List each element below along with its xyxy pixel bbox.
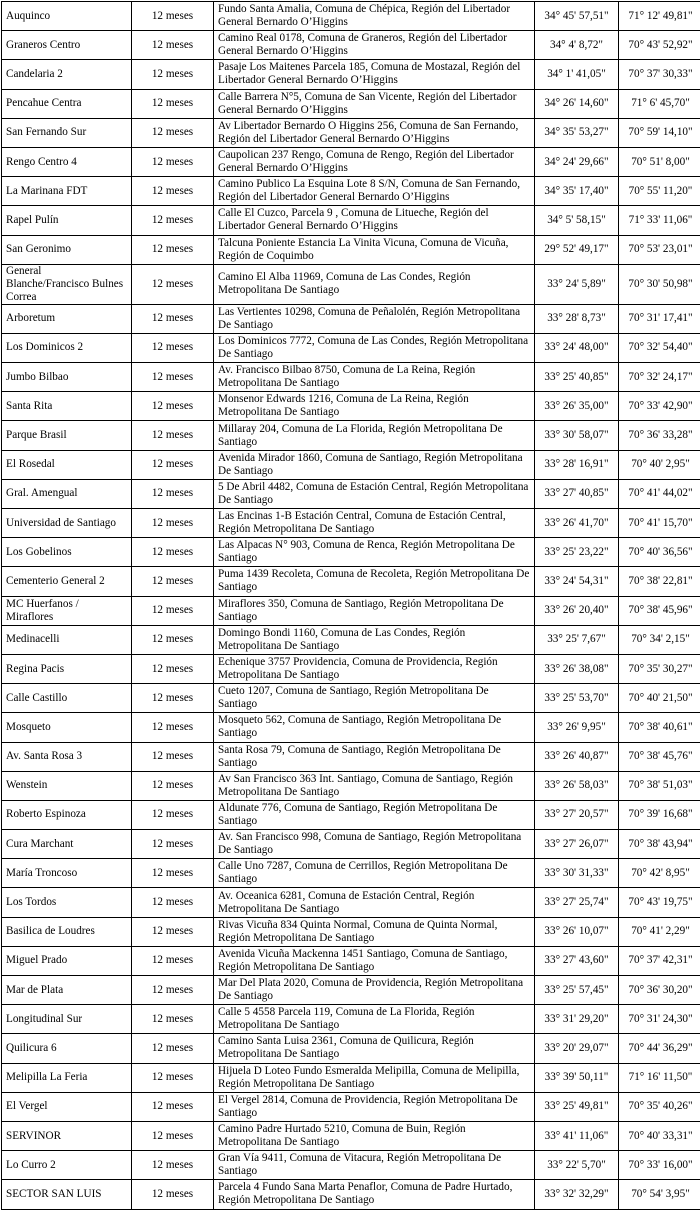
latitude-cell: 33° 26' 38,08" [535, 654, 619, 683]
site-name-cell: María Troncoso [2, 859, 132, 888]
longitude-cell: 70° 34' 2,15" [619, 625, 700, 654]
site-name-cell: Quilicura 6 [2, 1034, 132, 1063]
site-name-cell: El Rosedal [2, 450, 132, 479]
site-name-cell: Los Dominicos 2 [2, 333, 132, 362]
address-cell: Santa Rosa 79, Comuna de Santiago, Región Metropolitana De Santiago [214, 742, 535, 771]
term-cell: 12 meses [132, 60, 214, 89]
site-name-cell: Regina Pacis [2, 654, 132, 683]
address-cell: Calle 5 4558 Parcela 119, Comuna de La Florida, Región Metropolitana De Santiago [214, 1005, 535, 1034]
address-cell: El Vergel 2814, Comuna de Providencia, Región Metropolitana De Santiago [214, 1092, 535, 1121]
longitude-cell: 71° 16' 11,50" [619, 1063, 700, 1092]
longitude-cell: 70° 40' 33,31" [619, 1121, 700, 1150]
site-name-cell: Roberto Espinoza [2, 800, 132, 829]
latitude-cell: 33° 20' 29,07" [535, 1034, 619, 1063]
site-name-cell: Santa Rita [2, 392, 132, 421]
term-cell: 12 meses [132, 509, 214, 538]
address-cell: Fundo Santa Amalia, Comuna de Chépica, Región del Libertador General Bernardo O’Higgins [214, 2, 535, 31]
longitude-cell: 71° 12' 49,81" [619, 2, 700, 31]
table-row [2, 509, 700, 538]
term-cell: 12 meses [132, 450, 214, 479]
longitude-cell: 70° 32' 24,17" [619, 363, 700, 392]
longitude-cell: 70° 41' 2,29" [619, 917, 700, 946]
site-name-cell: Miguel Prado [2, 946, 132, 975]
longitude-cell: 70° 41' 15,70" [619, 509, 700, 538]
site-name-cell: Mar de Plata [2, 976, 132, 1005]
table-row [2, 713, 700, 742]
site-name-cell: Pencahue Centra [2, 89, 132, 118]
table-row [2, 800, 700, 829]
site-name-cell: El Vergel [2, 1092, 132, 1121]
table-row [2, 235, 700, 264]
term-cell: 12 meses [132, 625, 214, 654]
longitude-cell: 70° 33' 16,00" [619, 1151, 700, 1180]
latitude-cell: 33° 30' 58,07" [535, 421, 619, 450]
longitude-cell: 70° 32' 54,40" [619, 333, 700, 362]
latitude-cell: 34° 26' 14,60" [535, 89, 619, 118]
longitude-cell: 70° 43' 19,75" [619, 888, 700, 917]
address-cell: Camino Santa Luisa 2361, Comuna de Quilicura, Región Metropolitana De Santiago [214, 1034, 535, 1063]
table-row [2, 479, 700, 508]
latitude-cell: 33° 27' 25,74" [535, 888, 619, 917]
table-row [2, 1005, 700, 1034]
address-cell: Echenique 3757 Providencia, Comuna de Providencia, Región Metropolitana De Santiago [214, 654, 535, 683]
latitude-cell: 29° 52' 49,17" [535, 235, 619, 264]
address-cell: Las Vertientes 10298, Comuna de Peñalolén, Región Metropolitana De Santiago [214, 304, 535, 333]
longitude-cell: 70° 31' 17,41" [619, 304, 700, 333]
site-name-cell: Melipilla La Feria [2, 1063, 132, 1092]
table-row [2, 450, 700, 479]
address-cell: Camino Real 0178, Comuna de Graneros, Región del Libertador General Bernardo O’Higgins [214, 31, 535, 60]
longitude-cell: 71° 33' 11,06" [619, 206, 700, 235]
site-name-cell: Cementerio General 2 [2, 567, 132, 596]
term-cell: 12 meses [132, 1034, 214, 1063]
table-row [2, 421, 700, 450]
address-cell: Aldunate 776, Comuna de Santiago, Región Metropolitana De Santiago [214, 800, 535, 829]
term-cell: 12 meses [132, 421, 214, 450]
table-row [2, 177, 700, 206]
site-name-cell: Parque Brasil [2, 421, 132, 450]
table-row [2, 147, 700, 176]
sites-table-body [2, 2, 700, 1210]
latitude-cell: 33° 24' 48,00" [535, 333, 619, 362]
table-row [2, 742, 700, 771]
address-cell: Av. Francisco Bilbao 8750, Comuna de La Reina, Región Metropolitana De Santiago [214, 363, 535, 392]
term-cell: 12 meses [132, 1063, 214, 1092]
table-row [2, 31, 700, 60]
address-cell: Av. San Francisco 998, Comuna de Santiago, Región Metropolitana De Santiago [214, 830, 535, 859]
term-cell: 12 meses [132, 1151, 214, 1180]
latitude-cell: 33° 32' 32,29" [535, 1180, 619, 1209]
term-cell: 12 meses [132, 89, 214, 118]
table-row [2, 118, 700, 147]
longitude-cell: 70° 37' 42,31" [619, 946, 700, 975]
site-name-cell: Av. Santa Rosa 3 [2, 742, 132, 771]
latitude-cell: 34° 24' 29,66" [535, 147, 619, 176]
term-cell: 12 meses [132, 177, 214, 206]
longitude-cell: 70° 38' 45,76" [619, 742, 700, 771]
latitude-cell: 33° 31' 29,20" [535, 1005, 619, 1034]
address-cell: Calle El Cuzco, Parcela 9 , Comuna de Litueche, Región del Libertador General Bernardo O’Higgins [214, 206, 535, 235]
table-row [2, 567, 700, 596]
latitude-cell: 33° 28' 16,91" [535, 450, 619, 479]
site-name-cell: La Marinana FDT [2, 177, 132, 206]
longitude-cell: 70° 40' 36,56" [619, 538, 700, 567]
latitude-cell: 33° 25' 53,70" [535, 684, 619, 713]
latitude-cell: 33° 25' 23,22" [535, 538, 619, 567]
term-cell: 12 meses [132, 1005, 214, 1034]
latitude-cell: 33° 24' 54,31" [535, 567, 619, 596]
site-name-cell: SERVINOR [2, 1121, 132, 1150]
site-name-cell: Lo Curro 2 [2, 1151, 132, 1180]
latitude-cell: 33° 28' 8,73" [535, 304, 619, 333]
latitude-cell: 34° 45' 57,51" [535, 2, 619, 31]
longitude-cell: 70° 42' 8,95" [619, 859, 700, 888]
latitude-cell: 33° 26' 35,00" [535, 392, 619, 421]
term-cell: 12 meses [132, 800, 214, 829]
site-name-cell: Rapel Pulín [2, 206, 132, 235]
latitude-cell: 34° 1' 41,05" [535, 60, 619, 89]
address-cell: Av Libertador Bernardo O Higgins 256, Comuna de San Fernando, Región del Libertador General Bernardo O’Higgins [214, 118, 535, 147]
table-row [2, 206, 700, 235]
latitude-cell: 33° 26' 58,03" [535, 771, 619, 800]
address-cell: Parcela 4 Fundo Sana Marta Penaflor, Comuna de Padre Hurtado, Región Metropolitana De Santiago [214, 1180, 535, 1209]
latitude-cell: 34° 35' 17,40" [535, 177, 619, 206]
longitude-cell: 70° 55' 11,20" [619, 177, 700, 206]
term-cell: 12 meses [132, 567, 214, 596]
term-cell: 12 meses [132, 684, 214, 713]
site-name-cell: Candelaria 2 [2, 60, 132, 89]
site-name-cell: Longitudinal Sur [2, 1005, 132, 1034]
address-cell: Las Alpacas N° 903, Comuna de Renca, Región Metropolitana De Santiago [214, 538, 535, 567]
table-row [2, 859, 700, 888]
latitude-cell: 33° 26' 10,07" [535, 917, 619, 946]
term-cell: 12 meses [132, 304, 214, 333]
longitude-cell: 70° 51' 8,00" [619, 147, 700, 176]
longitude-cell: 70° 38' 51,03" [619, 771, 700, 800]
table-row [2, 1034, 700, 1063]
term-cell: 12 meses [132, 596, 214, 625]
table-row [2, 264, 700, 304]
address-cell: Las Encinas 1-B Estación Central, Comuna de Estación Central, Región Metropolitana De Santiago [214, 509, 535, 538]
latitude-cell: 34° 4' 8,72" [535, 31, 619, 60]
longitude-cell: 70° 38' 45,96" [619, 596, 700, 625]
latitude-cell: 33° 27' 40,85" [535, 479, 619, 508]
table-row [2, 363, 700, 392]
address-cell: Calle Barrera N°5, Comuna de San Vicente, Región del Libertador General Bernardo O’Higgins [214, 89, 535, 118]
table-row [2, 596, 700, 625]
address-cell: Puma 1439 Recoleta, Comuna de Recoleta, Región Metropolitana De Santiago [214, 567, 535, 596]
latitude-cell: 33° 25' 57,45" [535, 976, 619, 1005]
table-row [2, 2, 700, 31]
table-row [2, 625, 700, 654]
address-cell: Rivas Vicuña 834 Quinta Normal, Comuna de Quinta Normal, Región Metropolitana De Santiago [214, 917, 535, 946]
term-cell: 12 meses [132, 917, 214, 946]
site-name-cell: Arboretum [2, 304, 132, 333]
table-row [2, 538, 700, 567]
table-row [2, 888, 700, 917]
longitude-cell: 70° 59' 14,10" [619, 118, 700, 147]
latitude-cell: 33° 26' 40,87" [535, 742, 619, 771]
site-name-cell: Wenstein [2, 771, 132, 800]
site-name-cell: Medinacelli [2, 625, 132, 654]
term-cell: 12 meses [132, 654, 214, 683]
address-cell: Camino Publico La Esquina Lote 8 S/N, Comuna de San Fernando, Región del Libertador General Bernardo O’Higgins [214, 177, 535, 206]
term-cell: 12 meses [132, 859, 214, 888]
address-cell: Av. Oceanica 6281, Comuna de Estación Central, Región Metropolitana De Santiago [214, 888, 535, 917]
table-row [2, 333, 700, 362]
latitude-cell: 34° 5' 58,15" [535, 206, 619, 235]
latitude-cell: 33° 26' 20,40" [535, 596, 619, 625]
term-cell: 12 meses [132, 235, 214, 264]
site-name-cell: Universidad de Santiago [2, 509, 132, 538]
latitude-cell: 33° 26' 9,95" [535, 713, 619, 742]
longitude-cell: 70° 41' 44,02" [619, 479, 700, 508]
latitude-cell: 33° 25' 49,81" [535, 1092, 619, 1121]
latitude-cell: 33° 41' 11,06" [535, 1121, 619, 1150]
table-row [2, 89, 700, 118]
latitude-cell: 33° 25' 7,67" [535, 625, 619, 654]
site-name-cell: Calle Castillo [2, 684, 132, 713]
address-cell: Mosqueto 562, Comuna de Santiago, Región Metropolitana De Santiago [214, 713, 535, 742]
site-name-cell: Cura Marchant [2, 830, 132, 859]
address-cell: Monsenor Edwards 1216, Comuna de La Reina, Región Metropolitana De Santiago [214, 392, 535, 421]
longitude-cell: 70° 38' 22,81" [619, 567, 700, 596]
address-cell: Miraflores 350, Comuna de Santiago, Región Metropolitana De Santiago [214, 596, 535, 625]
site-name-cell: MC Huerfanos / Miraflores [2, 596, 132, 625]
sites-table [1, 1, 700, 1210]
longitude-cell: 70° 53' 23,01" [619, 235, 700, 264]
address-cell: Hijuela D Loteo Fundo Esmeralda Melipilla, Comuna de Melipilla, Región Metropolitana De Santiago [214, 1063, 535, 1092]
address-cell: Pasaje Los Maitenes Parcela 185, Comuna de Mostazal, Región del Libertador General Bernardo O’Higgins [214, 60, 535, 89]
longitude-cell: 70° 54' 3,95" [619, 1180, 700, 1209]
term-cell: 12 meses [132, 538, 214, 567]
table-row [2, 654, 700, 683]
table-row [2, 1151, 700, 1180]
term-cell: 12 meses [132, 830, 214, 859]
site-name-cell: SECTOR SAN LUIS [2, 1180, 132, 1209]
term-cell: 12 meses [132, 946, 214, 975]
table-row [2, 60, 700, 89]
table-row [2, 1121, 700, 1150]
address-cell: Av San Francisco 363 Int. Santiago, Comuna de Santiago, Región Metropolitana De Santiago [214, 771, 535, 800]
table-row [2, 946, 700, 975]
latitude-cell: 33° 24' 5,89" [535, 264, 619, 304]
address-cell: Talcuna Poniente Estancia La Vinita Vicuna, Comuna de Vicuña, Región de Coquimbo [214, 235, 535, 264]
table-row [2, 392, 700, 421]
site-name-cell: San Geronimo [2, 235, 132, 264]
term-cell: 12 meses [132, 31, 214, 60]
longitude-cell: 70° 36' 30,20" [619, 976, 700, 1005]
term-cell: 12 meses [132, 147, 214, 176]
site-name-cell: Mosqueto [2, 713, 132, 742]
site-name-cell: Rengo Centro 4 [2, 147, 132, 176]
site-name-cell: Gral. Amengual [2, 479, 132, 508]
longitude-cell: 70° 35' 40,26" [619, 1092, 700, 1121]
latitude-cell: 33° 27' 43,60" [535, 946, 619, 975]
table-row [2, 976, 700, 1005]
term-cell: 12 meses [132, 771, 214, 800]
table-row [2, 1063, 700, 1092]
longitude-cell: 71° 6' 45,70" [619, 89, 700, 118]
address-cell: Cueto 1207, Comuna de Santiago, Región Metropolitana De Santiago [214, 684, 535, 713]
longitude-cell: 70° 40' 2,95" [619, 450, 700, 479]
site-name-cell: Auquinco [2, 2, 132, 31]
table-row [2, 917, 700, 946]
address-cell: Domingo Bondi 1160, Comuna de Las Condes, Región Metropolitana De Santiago [214, 625, 535, 654]
latitude-cell: 33° 27' 26,07" [535, 830, 619, 859]
table-row [2, 684, 700, 713]
site-name-cell: Los Gobelinos [2, 538, 132, 567]
term-cell: 12 meses [132, 888, 214, 917]
term-cell: 12 meses [132, 1092, 214, 1121]
latitude-cell: 33° 22' 5,70" [535, 1151, 619, 1180]
longitude-cell: 70° 36' 33,28" [619, 421, 700, 450]
latitude-cell: 33° 30' 31,33" [535, 859, 619, 888]
site-name-cell: Graneros Centro [2, 31, 132, 60]
term-cell: 12 meses [132, 479, 214, 508]
address-cell: Calle Uno 7287, Comuna de Cerrillos, Región Metropolitana De Santiago [214, 859, 535, 888]
table-row [2, 304, 700, 333]
address-cell: Los Dominicos 7772, Comuna de Las Condes, Región Metropolitana De Santiago [214, 333, 535, 362]
address-cell: Camino El Alba 11969, Comuna de Las Condes, Región Metropolitana De Santiago [214, 264, 535, 304]
longitude-cell: 70° 33' 42,90" [619, 392, 700, 421]
site-name-cell: General Blanche/Francisco Bulnes Correa [2, 264, 132, 304]
address-cell: Avenida Mirador 1860, Comuna de Santiago, Región Metropolitana De Santiago [214, 450, 535, 479]
term-cell: 12 meses [132, 118, 214, 147]
longitude-cell: 70° 43' 52,92" [619, 31, 700, 60]
address-cell: Caupolican 237 Rengo, Comuna de Rengo, Región del Libertador General Bernardo O’Higgins [214, 147, 535, 176]
address-cell: Millaray 204, Comuna de La Florida, Región Metropolitana De Santiago [214, 421, 535, 450]
term-cell: 12 meses [132, 206, 214, 235]
longitude-cell: 70° 31' 24,30" [619, 1005, 700, 1034]
address-cell: Gran Vía 9411, Comuna de Vitacura, Región Metropolitana De Santiago [214, 1151, 535, 1180]
latitude-cell: 34° 35' 53,27" [535, 118, 619, 147]
latitude-cell: 33° 39' 50,11" [535, 1063, 619, 1092]
site-name-cell: Basilica de Loudres [2, 917, 132, 946]
latitude-cell: 33° 26' 41,70" [535, 509, 619, 538]
term-cell: 12 meses [132, 976, 214, 1005]
address-cell: Camino Padre Hurtado 5210, Comuna de Buin, Región Metropolitana De Santiago [214, 1121, 535, 1150]
table-row [2, 1092, 700, 1121]
longitude-cell: 70° 35' 30,27" [619, 654, 700, 683]
term-cell: 12 meses [132, 392, 214, 421]
latitude-cell: 33° 27' 20,57" [535, 800, 619, 829]
longitude-cell: 70° 37' 30,33" [619, 60, 700, 89]
site-name-cell: Los Tordos [2, 888, 132, 917]
term-cell: 12 meses [132, 363, 214, 392]
site-name-cell: San Fernando Sur [2, 118, 132, 147]
term-cell: 12 meses [132, 713, 214, 742]
address-cell: Avenida Vicuña Mackenna 1451 Santiago, Comuna de Santiago, Región Metropolitana De Santiago [214, 946, 535, 975]
longitude-cell: 70° 44' 36,29" [619, 1034, 700, 1063]
longitude-cell: 70° 39' 16,68" [619, 800, 700, 829]
term-cell: 12 meses [132, 333, 214, 362]
longitude-cell: 70° 38' 40,61" [619, 713, 700, 742]
table-row [2, 830, 700, 859]
term-cell: 12 meses [132, 742, 214, 771]
table-row [2, 1180, 700, 1209]
table-row [2, 771, 700, 800]
address-cell: Mar Del Plata 2020, Comuna de Providencia, Región Metropolitana De Santiago [214, 976, 535, 1005]
term-cell: 12 meses [132, 264, 214, 304]
site-name-cell: Jumbo Bilbao [2, 363, 132, 392]
longitude-cell: 70° 40' 21,50" [619, 684, 700, 713]
longitude-cell: 70° 38' 43,94" [619, 830, 700, 859]
term-cell: 12 meses [132, 1180, 214, 1209]
address-cell: 5 De Abril 4482, Comuna de Estación Central, Región Metropolitana De Santiago [214, 479, 535, 508]
term-cell: 12 meses [132, 1121, 214, 1150]
longitude-cell: 70° 30' 50,98" [619, 264, 700, 304]
latitude-cell: 33° 25' 40,85" [535, 363, 619, 392]
term-cell: 12 meses [132, 2, 214, 31]
